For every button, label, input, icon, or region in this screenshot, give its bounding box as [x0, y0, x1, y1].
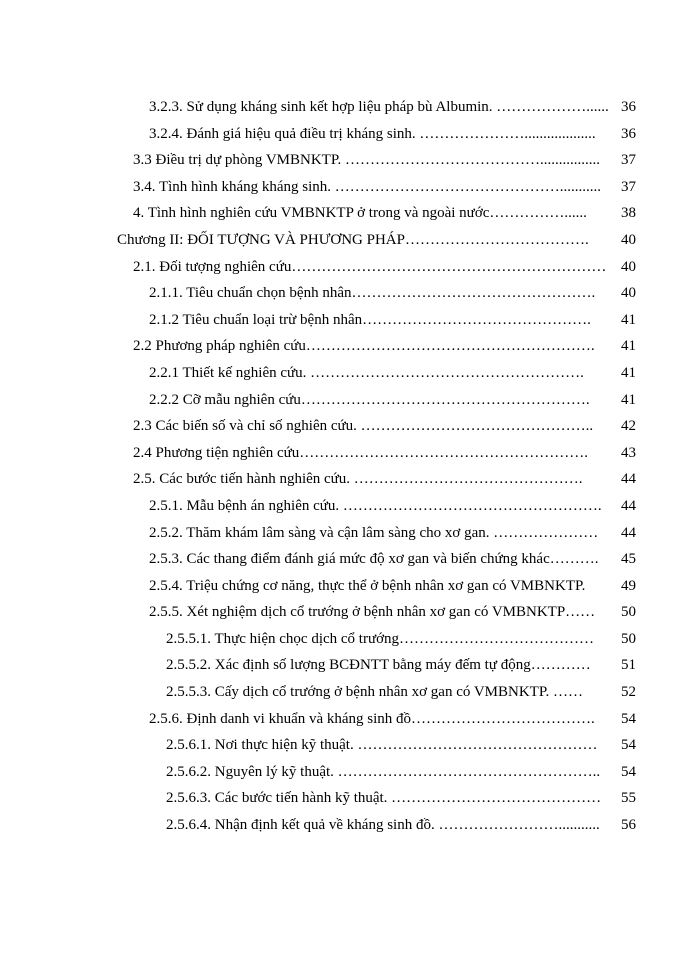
- toc-entry-page-number: 45: [621, 551, 636, 568]
- toc-entry[interactable]: [0, 121, 700, 148]
- toc-entry[interactable]: [0, 599, 700, 626]
- toc-entry[interactable]: [0, 546, 700, 573]
- toc-entry-title: 3.3 Điều trị dự phòng VMBNKTP. …………………………………................: [133, 152, 601, 169]
- toc-entry-page-number: 37: [621, 152, 636, 169]
- toc-entry[interactable]: [0, 254, 700, 281]
- toc-entry-page-number: 41: [621, 338, 636, 355]
- toc-entry-title: 2.5.5.3. Cấy dịch cổ trướng ở bệnh nhân xơ gan có VMBNKTP. ……: [166, 684, 584, 701]
- toc-entry[interactable]: [0, 440, 700, 467]
- toc-entry-title: 2.5.5. Xét nghiệm dịch cổ trướng ở bệnh nhân xơ gan có VMBNKTP……: [149, 604, 596, 621]
- table-of-contents: [0, 94, 700, 839]
- toc-entry-title: 2.5.5.1. Thực hiện chọc dịch cổ trướng…………………………………: [166, 630, 595, 647]
- toc-entry-page-number: 44: [621, 524, 636, 541]
- toc-entry-page-number: 40: [621, 258, 636, 275]
- toc-entry-title: 2.2.2 Cỡ mẫu nghiên cứu………………………………………………….: [149, 391, 590, 408]
- toc-entry-title: 2.5.6.4. Nhận định kết quả về kháng sinh đồ. ……………………...........: [166, 817, 600, 834]
- toc-entry[interactable]: [0, 360, 700, 387]
- toc-entry-page-number: 50: [621, 604, 636, 621]
- toc-entry[interactable]: [0, 812, 700, 839]
- toc-entry[interactable]: [0, 759, 700, 786]
- toc-entry-page-number: 41: [621, 364, 636, 381]
- toc-entry[interactable]: [0, 94, 700, 121]
- toc-entry-title: 2.5.1. Mẫu bệnh án nghiên cứu. …………………………………………….: [149, 497, 602, 514]
- toc-entry[interactable]: [0, 307, 700, 334]
- toc-entry-title: 2.1. Đối tượng nghiên cứu………………………………………………………: [133, 258, 607, 275]
- toc-entry-title: 2.1.1. Tiêu chuẩn chọn bệnh nhân………………………………………….: [149, 285, 596, 302]
- toc-entry-title: 2.5.6. Định danh vi khuẩn và kháng sinh đồ……………………………….: [149, 710, 595, 727]
- toc-entry-title: 2.4 Phương tiện nghiên cứu………………………………………………….: [133, 444, 589, 461]
- toc-entry[interactable]: [0, 706, 700, 733]
- toc-entry-page-number: 40: [621, 231, 636, 248]
- toc-entry[interactable]: [0, 147, 700, 174]
- toc-entry-page-number: 38: [621, 205, 636, 222]
- toc-entry[interactable]: [0, 413, 700, 440]
- toc-entry[interactable]: [0, 333, 700, 360]
- toc-entry-page-number: 51: [621, 657, 636, 674]
- toc-entry-title: 4. Tình hình nghiên cứu VMBNKTP ở trong và ngoài nước……………......: [133, 205, 587, 222]
- toc-entry[interactable]: [0, 493, 700, 520]
- toc-entry-page-number: 52: [621, 684, 636, 701]
- toc-entry-page-number: 50: [621, 630, 636, 647]
- toc-entry-page-number: 43: [621, 444, 636, 461]
- toc-entry-title: 2.5.4. Triệu chứng cơ năng, thực thể ở bệnh nhân xơ gan có VMBNKTP.: [149, 577, 586, 594]
- toc-entry-page-number: 44: [621, 471, 636, 488]
- toc-entry-page-number: 54: [621, 763, 636, 780]
- toc-entry[interactable]: [0, 732, 700, 759]
- toc-entry-title: 3.2.4. Đánh giá hiệu quả điều trị kháng sinh. …………………...................: [149, 125, 596, 142]
- toc-entry[interactable]: [0, 652, 700, 679]
- toc-entry[interactable]: [0, 387, 700, 414]
- toc-entry-page-number: 41: [621, 391, 636, 408]
- toc-entry[interactable]: [0, 573, 700, 600]
- toc-entry[interactable]: [0, 679, 700, 706]
- toc-entry[interactable]: [0, 174, 700, 201]
- toc-entry-page-number: 55: [621, 790, 636, 807]
- toc-entry-title: 2.5.5.2. Xác định số lượng BCĐNTT bằng máy đếm tự động…………: [166, 657, 591, 674]
- toc-entry-title: 3.2.3. Sử dụng kháng sinh kết hợp liệu pháp bù Albumin. ………………......: [149, 99, 609, 115]
- toc-entry-title: 2.5.6.2. Nguyên lý kỹ thuật. ……………………………………………..: [166, 763, 601, 780]
- toc-entry[interactable]: [0, 626, 700, 653]
- toc-entry-title: 2.2.1 Thiết kế nghiên cứu. ……………………………………………….: [149, 364, 584, 381]
- toc-entry-title: 2.5. Các bước tiến hành nghiên cứu. ……………………………………….: [133, 471, 583, 488]
- toc-entry-page-number: 54: [621, 737, 636, 754]
- toc-entry-page-number: 40: [621, 285, 636, 302]
- toc-entry-title: 2.5.2. Thăm khám lâm sàng và cận lâm sàng cho xơ gan. …………………: [149, 524, 599, 541]
- toc-entry-page-number: 49: [621, 577, 636, 594]
- toc-entry-page-number: 44: [621, 497, 636, 514]
- toc-entry-title: 2.5.3. Các thang điểm đánh giá mức độ xơ gan và biến chứng khác……….: [149, 551, 599, 568]
- toc-entry-title: 2.3 Các biến số và chỉ số nghiên cứu. ………………………………………..: [133, 418, 594, 435]
- toc-entry-title: Chương II: ĐỐI TƯỢNG VÀ PHƯƠNG PHÁP……………………………….: [117, 231, 589, 248]
- toc-entry-title: 3.4. Tình hình kháng kháng sinh. ………………………………………...........: [133, 178, 602, 195]
- toc-entry[interactable]: [0, 520, 700, 547]
- toc-entry[interactable]: [0, 466, 700, 493]
- toc-entry-page-number: 56: [621, 817, 636, 834]
- toc-entry[interactable]: [0, 785, 700, 812]
- toc-entry[interactable]: [0, 280, 700, 307]
- toc-entry-page-number: 36: [621, 99, 636, 115]
- toc-entry-page-number: 42: [621, 418, 636, 435]
- toc-entry-page-number: 54: [621, 710, 636, 727]
- toc-entry[interactable]: [0, 227, 700, 254]
- toc-entry-title: 2.5.6.3. Các bước tiến hành kỹ thuật. ……………………………………: [166, 790, 602, 807]
- toc-entry-title: 2.2 Phương pháp nghiên cứu………………………………………………….: [133, 338, 595, 355]
- toc-entry-page-number: 37: [621, 178, 636, 195]
- toc-entry-page-number: 41: [621, 311, 636, 328]
- toc-entry-title: 2.1.2 Tiêu chuẩn loại trừ bệnh nhân……………………………………….: [149, 311, 591, 328]
- toc-entry-title: 2.5.6.1. Nơi thực hiện kỹ thuật. …………………………………………: [166, 737, 598, 754]
- toc-entry-page-number: 36: [621, 125, 636, 142]
- toc-entry[interactable]: [0, 200, 700, 227]
